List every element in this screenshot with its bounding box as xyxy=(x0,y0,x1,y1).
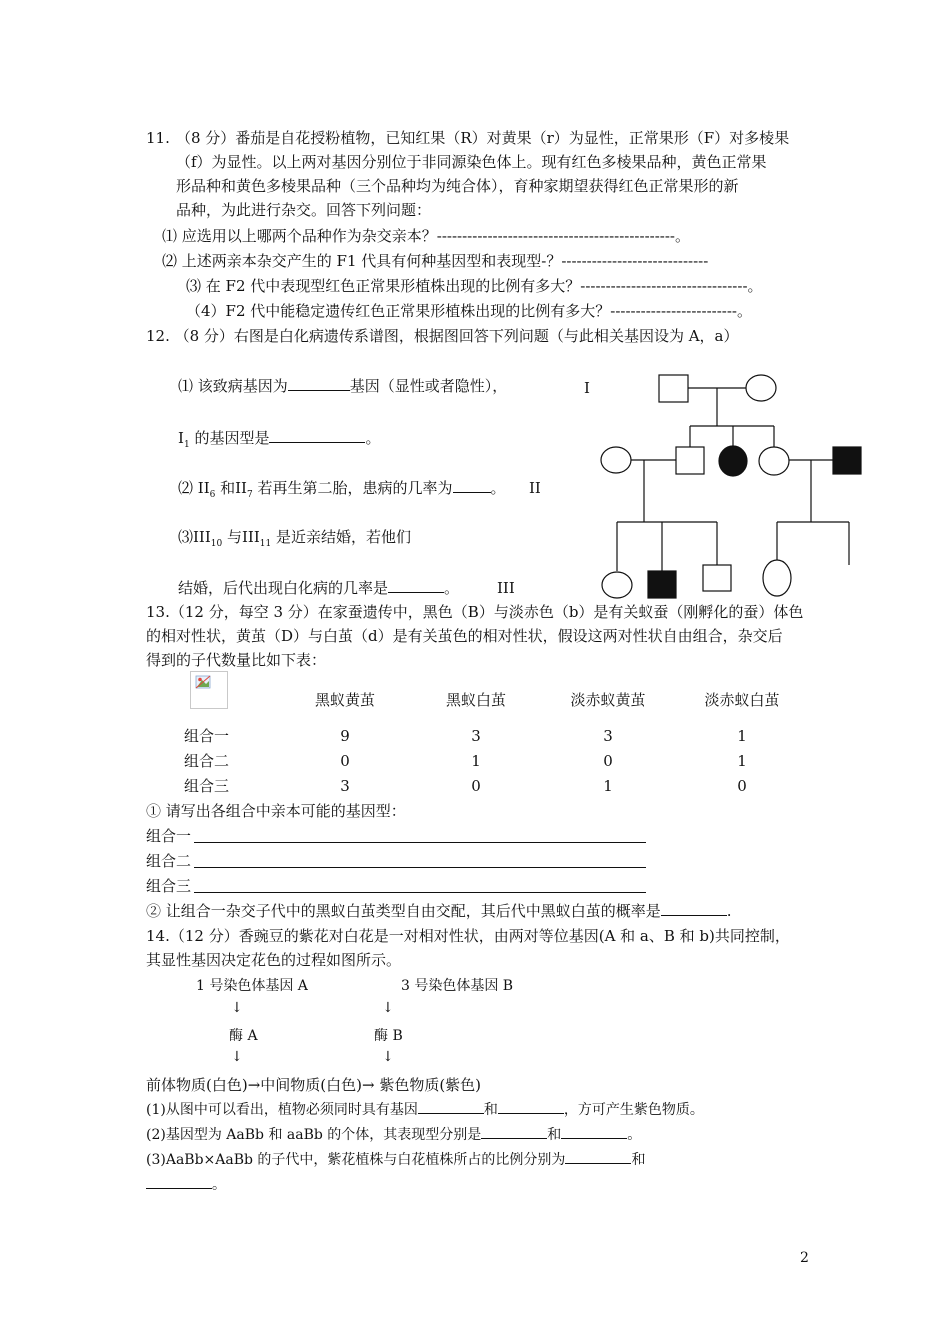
pedigree-female-normal xyxy=(602,572,632,598)
pedigree-male-normal xyxy=(659,375,688,402)
q11-line-4: 品种，为此进行杂交。回答下列问题： xyxy=(176,201,432,219)
table-cell: 3 xyxy=(603,727,613,745)
q12-sub-3-post: 是近亲结婚，若他们 xyxy=(271,528,412,546)
q13-line-2: 的相对性状，黄茧（D）与白茧（d）是有关茧色的相对性状，假设这两对性状自由组合，杂交后 xyxy=(146,627,783,645)
table-cell: 0 xyxy=(471,777,481,795)
answer-line[interactable] xyxy=(194,842,646,843)
punct: 。 xyxy=(212,1177,226,1193)
table-row-label: 组合三 xyxy=(184,777,230,795)
pedigree-male-affected xyxy=(833,447,861,474)
pedigree-female-normal xyxy=(601,447,631,473)
q12-sub-1c xyxy=(178,426,380,457)
generation-label-1: I xyxy=(584,379,590,397)
down-arrow-icon: ↓ xyxy=(382,1049,394,1065)
q14-sub-1 xyxy=(146,1099,704,1119)
answer-label: 组合二 xyxy=(146,852,192,870)
q14-sub-3-cont xyxy=(146,1174,226,1194)
table-cell: 0 xyxy=(737,777,747,795)
q12-sub-1a-text: ⑴ 该致病基因为 xyxy=(178,377,288,395)
table-cell: 3 xyxy=(471,727,481,745)
q14-sub-3-and: 和 xyxy=(631,1152,646,1168)
q12-sub-2 xyxy=(178,476,506,507)
q12-sub-3-mid: 与III xyxy=(222,528,260,546)
subscript: 6 xyxy=(209,490,216,500)
down-arrow-icon: ↓ xyxy=(231,1049,243,1065)
q14-line-2: 其显性基因决定花色的过程如图所示。 xyxy=(146,951,402,969)
table-cell: 1 xyxy=(471,752,481,770)
enzyme-a-label: 酶 A xyxy=(229,1028,258,1044)
q13-ask-2-text: ② 让组合一杂交子代中的黑蚁白茧类型自由交配，其后代中黑蚁白茧的概率是 xyxy=(146,902,661,920)
pathway-text: 前体物质(白色)→中间物质(白色)→ 紫色物质(紫色) xyxy=(146,1076,482,1094)
answer-blank[interactable] xyxy=(561,1124,627,1139)
table-cell: 0 xyxy=(603,752,613,770)
punct: 。 xyxy=(365,429,381,447)
gen-label-text: I xyxy=(178,429,184,447)
pedigree-male-normal xyxy=(676,447,704,474)
punct: 。 xyxy=(444,579,460,597)
q12-sub-1c-text: 的基因型是 xyxy=(189,429,270,447)
pedigree-chart xyxy=(590,360,870,605)
answer-blank[interactable] xyxy=(498,1099,564,1114)
q13-line-3: 得到的子代数量比如下表： xyxy=(146,651,327,669)
broken-image-icon xyxy=(190,671,228,709)
answer-blank[interactable] xyxy=(269,428,365,443)
gene-a-label: 1 号染色体基因 A xyxy=(196,978,308,994)
page-number: 2 xyxy=(800,1250,809,1266)
pedigree-female-normal xyxy=(759,447,789,475)
pedigree-female-affected xyxy=(719,446,747,476)
q14-line-1: 14.（12 分）香豌豆的紫花对白花是一对相对性状，由两对等位基因(A 和 a、B 和 b)共同控制， xyxy=(146,927,790,945)
answer-blank[interactable] xyxy=(146,1174,212,1189)
answer-blank[interactable] xyxy=(565,1149,631,1164)
answer-blank[interactable] xyxy=(453,478,491,493)
q13-ask-2 xyxy=(146,899,732,923)
q14-sub-2-end: 。 xyxy=(627,1127,642,1143)
pedigree-female-normal xyxy=(746,375,776,401)
q12-sub-2-mid: 和II xyxy=(215,479,247,497)
q12-sub-1b-text: 基因（显性或者隐性）， xyxy=(349,377,508,395)
q14-sub-3-text: (3)AaBb×AaBb 的子代中，紫花植株与白花植株所占的比例分别为 xyxy=(146,1152,566,1168)
table-cell: 9 xyxy=(340,727,350,745)
table-header: 淡赤蚁黄茧 xyxy=(570,691,646,709)
q13-line-1: 13.（12 分，每空 3 分）在家蚕遗传中，黑色（B）与淡赤色（b）是有关蚁蚕（刚孵化的蚕）体色 xyxy=(146,603,804,621)
table-header: 淡赤蚁白茧 xyxy=(704,691,780,709)
q12-sub-1a xyxy=(178,374,507,398)
q14-sub-2-text: (2)基因型为 AaBb 和 aaBb 的个体，其表现型分别是 xyxy=(146,1127,482,1143)
q11-line-3: 形品种和黄色多棱果品种（三个品种均为纯合体），育种家期望获得红色正常果形的新 xyxy=(176,177,739,195)
q14-sub-2 xyxy=(146,1124,641,1144)
down-arrow-icon: ↓ xyxy=(382,1000,394,1016)
subscript: 1 xyxy=(183,440,190,450)
q12-sub-2-post: 若再生第二胎，患病的几率为 xyxy=(252,479,453,497)
table-header: 黑蚁黄茧 xyxy=(314,691,375,709)
table-cell: 0 xyxy=(340,752,350,770)
generation-label-3: III xyxy=(497,579,515,597)
answer-line[interactable] xyxy=(194,867,646,868)
q14-sub-3 xyxy=(146,1149,645,1169)
q11-sub-3: ⑶ 在 F2 代中表现型红色正常果形植株出现的比例有多大？---------------------------------。 xyxy=(186,277,763,295)
table-cell: 3 xyxy=(340,777,350,795)
pedigree-male-normal xyxy=(703,565,731,591)
q11-line-1: （8 分）番茄是自花授粉植物，已知红果（R）对黄果（r）为显性，正常果形（F）对多棱果 xyxy=(176,129,790,147)
q11-sub-2: ⑵ 上述两亲本杂交产生的 F1 代具有何种基因型和表现型-？----------------------------- xyxy=(162,252,709,270)
answer-blank[interactable] xyxy=(288,376,350,391)
answer-blank[interactable] xyxy=(661,901,727,916)
generation-label-2: II xyxy=(529,479,541,497)
punct: . xyxy=(726,902,732,920)
q12-sub-3 xyxy=(178,525,411,556)
table-cell: 1 xyxy=(737,752,747,770)
q14-sub-2-and: 和 xyxy=(547,1127,562,1143)
q11-line-2: （f）为显性。以上两对基因分别位于非同源染色体上。现有红色多棱果品种，黄色正常果 xyxy=(176,153,767,171)
answer-blank[interactable] xyxy=(418,1099,484,1114)
subscript: 10 xyxy=(210,539,223,549)
table-row-label: 组合二 xyxy=(184,752,230,770)
q12-sub-4 xyxy=(178,576,459,600)
punct: 。 xyxy=(490,479,506,497)
pedigree-male-affected xyxy=(648,571,676,598)
table-header: 黑蚁白茧 xyxy=(445,691,506,709)
q14-sub-1-text: (1)从图中可以看出，植物必须同时具有基因 xyxy=(146,1102,418,1118)
q11-sub-4: （4）F2 代中能稳定遗传红色正常果形植株出现的比例有多大？-------------------------。 xyxy=(186,302,752,320)
q14-sub-1-end: ，方可产生紫色物质。 xyxy=(563,1102,704,1118)
answer-blank[interactable] xyxy=(388,578,444,593)
table-cell: 1 xyxy=(737,727,747,745)
q12-intro: 12. （8 分）右图是白化病遗传系谱图，根据图回答下列问题（与此相关基因设为 A，a） xyxy=(146,327,739,345)
subscript: 7 xyxy=(246,490,253,500)
answer-line[interactable] xyxy=(194,892,646,893)
gene-b-label: 3 号染色体基因 B xyxy=(401,978,514,994)
table-cell: 1 xyxy=(603,777,613,795)
down-arrow-icon: ↓ xyxy=(231,1000,243,1016)
answer-blank[interactable] xyxy=(481,1124,547,1139)
q14-sub-1-and: 和 xyxy=(483,1102,498,1118)
enzyme-b-label: 酶 B xyxy=(374,1028,403,1044)
q11-number: 11. xyxy=(146,129,170,147)
q12-sub-2-pre: ⑵ II xyxy=(178,479,210,497)
answer-label: 组合三 xyxy=(146,877,192,895)
q13-ask-1: ① 请写出各组合中亲本可能的基因型： xyxy=(146,802,406,820)
pedigree-female-normal xyxy=(763,560,791,596)
q11-sub-1: ⑴ 应选用以上哪两个品种作为杂交亲本？-----------------------------------------------。 xyxy=(162,227,690,245)
subscript: 11 xyxy=(259,539,272,549)
answer-label: 组合一 xyxy=(146,827,192,845)
q12-sub-4-text: 结婚，后代出现白化病的几率是 xyxy=(178,579,389,597)
table-row-label: 组合一 xyxy=(184,727,230,745)
q12-sub-3-pre: ⑶III xyxy=(178,528,211,546)
